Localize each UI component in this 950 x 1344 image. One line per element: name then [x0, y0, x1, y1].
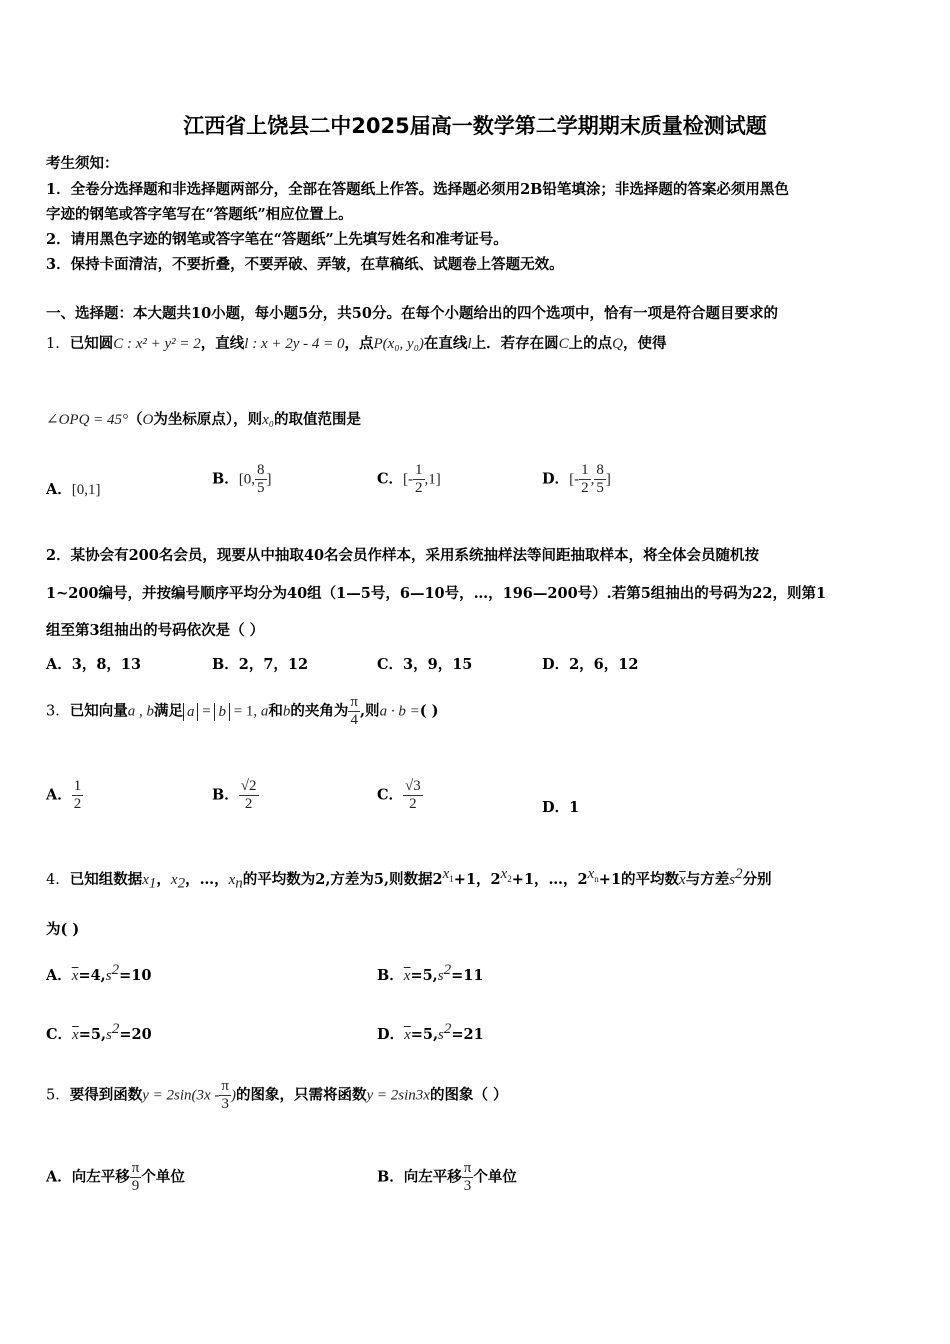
q2-option-d[interactable]: D．2，6，12	[542, 656, 639, 673]
q5-option-b[interactable]: B．向左平移 $\frac{\pi}{3}$ 个单位	[377, 1160, 517, 1194]
q5-number: 5．	[46, 1087, 70, 1104]
notice-line-1b: 字迹的钢笔或答字笔写在“答题纸”相应位置上。	[46, 206, 353, 223]
q3-option-c[interactable]: C． $\frac{√3}{2}$	[377, 778, 421, 812]
q3-number: 3．	[46, 703, 70, 720]
page-title: 江西省上饶县二中2025届高一数学第二学期期末质量检测试题	[183, 114, 767, 138]
q4-option-c[interactable]: C．$\overline{x}=5,s^2=20$	[46, 1021, 152, 1043]
q2-line-3: 组至第3组抽出的号码依次是（ ）	[46, 622, 265, 639]
q5-line: 5．要得到函数y = 2sin(3x - $\frac{\pi}{3}$ )的图象，只需将函数y = 2sin3x的图象（ ）	[46, 1078, 508, 1112]
q1-option-d[interactable]: D．[- $\frac{1}{2}$ , $\frac{8}{5}$ ]	[542, 462, 611, 496]
q4-line-2: 为( )	[46, 921, 80, 938]
q3-option-d[interactable]: D．1	[542, 799, 580, 816]
q4-number: 4．	[46, 871, 70, 888]
q1-number: 1．	[46, 336, 70, 352]
notice-line-3: 3．保持卡面清洁，不要折叠，不要弄破、弄皱，在草稿纸、试题卷上答题无效。	[46, 256, 564, 273]
q1-option-a[interactable]: A．[0,1]	[46, 481, 101, 498]
notice-heading: 考生须知：	[46, 155, 119, 172]
q4-line-1: 4．已知组数据$x_1$，$x_2$，…，$x_n$的平均数为2,方差为5,则数据$2^{x_1}+1$，$2^{x_2}+1$，…，$2^{x_n}+1$的平均数$\overline{x}$与方差$s^2$分别	[46, 866, 772, 892]
q4-option-b[interactable]: B．$\overline{x}=5,s^2=11$	[377, 962, 484, 984]
q2-line-1: 2．某协会有200名会员，现要从中抽取40名会员作样本，采用系统抽样法等间距抽取样本，将全体会员随机按	[46, 547, 760, 564]
section-heading: 一、选择题：本大题共10小题，每小题5分，共50分。在每个小题给出的四个选项中，恰有一项是符合题目要求的	[46, 305, 778, 322]
q1-line-2: ∠OPQ = 45°（O为坐标原点），则x₀的取值范围是	[46, 411, 361, 428]
notice-line-2: 2．请用黑色字迹的钢笔或答字笔在“答题纸”上先填写姓名和准考证号。	[46, 231, 508, 248]
q2-option-b[interactable]: B．2，7，12	[212, 656, 309, 673]
q1-angle: ∠OPQ = 45°	[46, 412, 129, 428]
q4-option-d[interactable]: D．$\overline{x}=5,s^2=21$	[377, 1021, 484, 1043]
q2-line-2: 1~200编号，并按编号顺序平均分为40组（1—5号，6—10号，…，196—200号）.若第5组抽出的号码为22，则第1	[46, 585, 827, 602]
q1-option-b[interactable]: B．[0, $\frac{8}{5}$ ]	[212, 462, 272, 496]
notice-line-1a: 1．全卷分选择题和非选择题两部分，全部在答题纸上作答。选择题必须用2B铅笔填涂；非选择题的答案必须用黑色	[46, 181, 789, 198]
q1-point: P(x₀, y₀)	[373, 336, 424, 352]
q1-line-1: 1．已知圆C : x² + y² = 2，直线l : x + 2y - 4 = 0，点P(x₀, y₀)在直线l上．若存在圆C上的点Q，使得	[46, 335, 667, 352]
q3-line: 3．已知向量a , b满足 a = b = 1, a和b的夹角为 $\frac{\pi}{4}$ ,则a · b =( )	[46, 694, 439, 728]
q1-line-eq: l : x + 2y - 4 = 0	[244, 336, 345, 352]
q2-option-c[interactable]: C．3，9，15	[377, 656, 473, 673]
q5-option-a[interactable]: A．向左平移 $\frac{\pi}{9}$ 个单位	[46, 1160, 185, 1194]
q2-option-a[interactable]: A．3，8，13	[46, 656, 142, 673]
q3-option-a[interactable]: A． $\frac{1}{2}$	[46, 778, 82, 812]
q4-option-a[interactable]: A．$\overline{x}=4,s^2=10$	[46, 962, 152, 984]
q3-option-b[interactable]: B． $\frac{√2}{2}$	[212, 778, 257, 812]
q1-option-c[interactable]: C．[- $\frac{1}{2}$ ,1]	[377, 462, 441, 496]
q1-circle-eq: C : x² + y² = 2	[113, 336, 201, 352]
